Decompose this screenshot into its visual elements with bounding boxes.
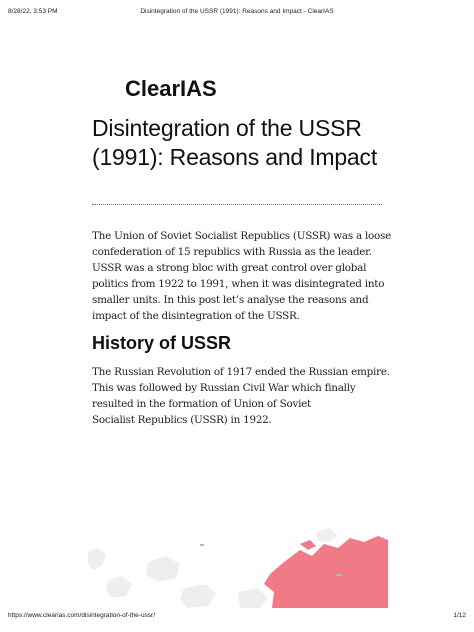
- ussr-map-image: [88, 522, 388, 608]
- history-line: resulted in the formation of Union of Soviet: [92, 398, 311, 410]
- print-page-title: Disintegration of the USSR (1991): Reasons and Impact - ClearIAS: [140, 8, 334, 15]
- intro-line: The Union of Soviet Socialist Republics (USSR) was a loose: [92, 230, 392, 242]
- section-heading-history: History of USSR: [92, 333, 232, 353]
- history-line: The Russian Revolution of 1917 ended the Russian empire.: [92, 366, 390, 378]
- print-datetime: 8/28/22, 3:53 PM: [8, 8, 58, 15]
- ussr-map-graphic: [88, 522, 388, 608]
- print-url: https://www.clearias.com/disintegration-of-the-ussr/: [8, 612, 156, 619]
- intro-line: politics from 1922 to 1991, when it was disintegrated into: [92, 278, 385, 290]
- article-title: Disintegration of the USSR (1991): Reasons and Impact: [92, 115, 378, 170]
- intro-line: impact of the disintegration of the USSR.: [92, 310, 300, 322]
- print-page-number: 1/12: [453, 612, 466, 619]
- history-line: Socialist Republics (USSR) in 1922.: [92, 414, 272, 426]
- intro-line: confederation of 15 republics with Russia as the leader.: [92, 246, 372, 258]
- site-logo-text[interactable]: ClearIAS: [125, 76, 217, 101]
- intro-line: smaller units. In this post let’s analyse the reasons and: [92, 294, 369, 306]
- intro-line: USSR was a strong bloc with great control over global: [92, 262, 367, 274]
- history-paragraph: [92, 364, 392, 428]
- title-divider: [92, 204, 382, 205]
- intro-paragraph: [92, 228, 392, 324]
- history-line: This was followed by Russian Civil War which finally: [92, 382, 356, 394]
- ussr-highlight-shape: [264, 536, 388, 608]
